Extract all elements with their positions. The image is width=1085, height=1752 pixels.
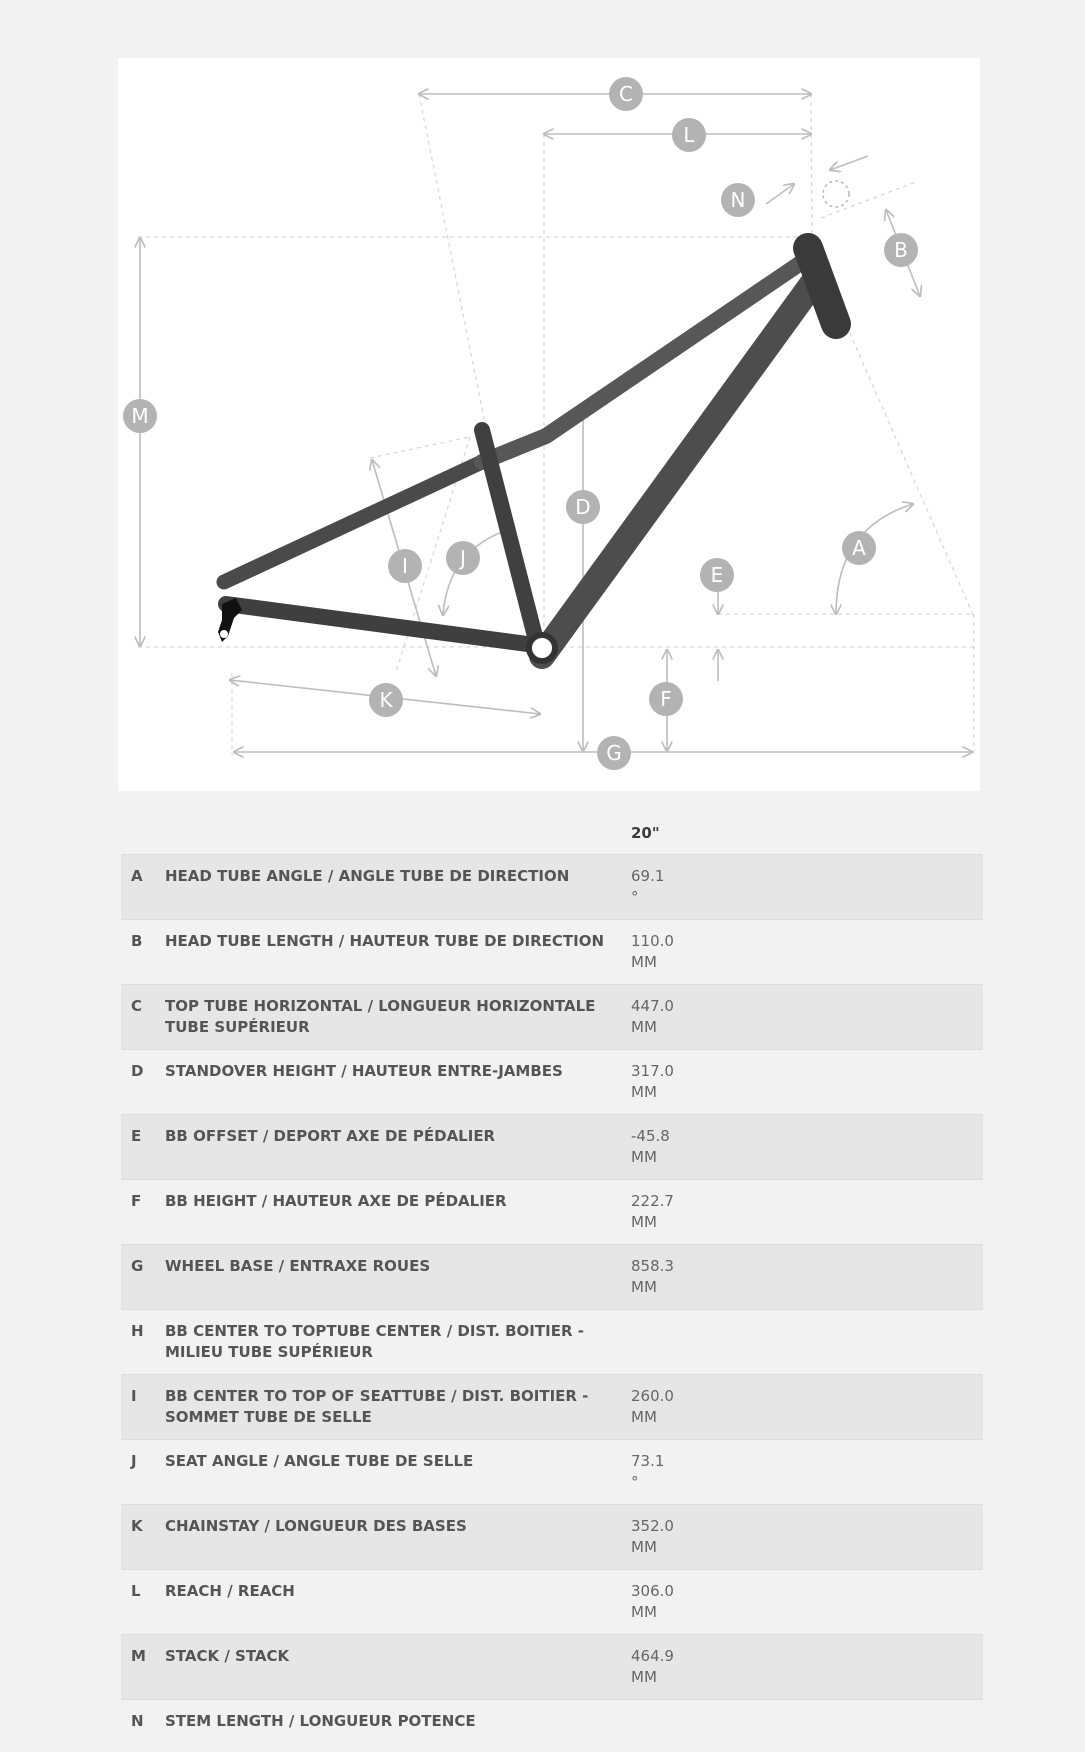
row-value: 69.1 ° (631, 866, 665, 906)
row-measurement-name: BB CENTER TO TOP OF SEATTUBE / DIST. BOITIER - SOMMET TUBE DE SELLE (165, 1374, 631, 1439)
table-row (121, 1179, 983, 1244)
table-row (121, 1244, 983, 1309)
row-measurement-name: REACH / REACH (165, 1569, 631, 1634)
table-row (121, 1114, 983, 1179)
row-letter: K (121, 1504, 165, 1569)
badge-c (609, 77, 643, 111)
table-row (121, 1504, 983, 1569)
svg-text:K: K (379, 688, 393, 712)
badge-i (388, 549, 422, 583)
row-value: 222.7 MM (631, 1191, 674, 1231)
bike-frame (224, 248, 836, 656)
row-measurement-name: SEAT ANGLE / ANGLE TUBE DE SELLE (165, 1439, 631, 1504)
table-row (121, 1309, 983, 1374)
geometry-diagram (118, 58, 980, 791)
frame-geometry-svg (118, 58, 980, 791)
row-measurement-name: HEAD TUBE LENGTH / HAUTEUR TUBE DE DIRECTION (165, 919, 631, 984)
badge-f (649, 682, 683, 716)
badge-l (672, 118, 706, 152)
dim-n-arrow (766, 184, 794, 204)
row-letter: F (121, 1179, 165, 1244)
row-measurement-name: STACK / STACK (165, 1634, 631, 1699)
row-value: 317.0 MM (631, 1061, 674, 1101)
row-letter: M (121, 1634, 165, 1699)
row-value: 352.0 MM (631, 1516, 674, 1556)
svg-text:M: M (131, 404, 149, 428)
row-letter: J (121, 1439, 165, 1504)
table-header-row (121, 812, 983, 854)
dimension-badges (123, 77, 918, 770)
size-header: 20" (631, 824, 660, 842)
row-measurement-name: HEAD TUBE ANGLE / ANGLE TUBE DE DIRECTION (165, 854, 631, 919)
row-value: 73.1 ° (631, 1451, 665, 1491)
row-measurement-name: TOP TUBE HORIZONTAL / LONGUEUR HORIZONTALE TUBE SUPÉRIEUR (165, 984, 631, 1049)
row-value: -45.8 MM (631, 1126, 670, 1166)
svg-text:B: B (894, 238, 908, 262)
bottom-bracket (529, 635, 555, 661)
table-row (121, 984, 983, 1049)
row-letter: G (121, 1244, 165, 1309)
svg-text:J: J (460, 546, 466, 570)
row-value: 858.3 MM (631, 1256, 674, 1296)
row-letter: C (121, 984, 165, 1049)
row-measurement-name: STEM LENGTH / LONGUEUR POTENCE (165, 1699, 631, 1743)
row-letter: D (121, 1049, 165, 1114)
row-measurement-name: BB HEIGHT / HAUTEUR AXE DE PÉDALIER (165, 1179, 631, 1244)
row-value: 306.0 MM (631, 1581, 674, 1621)
badge-d (566, 490, 600, 524)
row-letter: B (121, 919, 165, 984)
table-row (121, 919, 983, 984)
row-measurement-name: WHEEL BASE / ENTRAXE ROUES (165, 1244, 631, 1309)
svg-text:I: I (402, 554, 408, 578)
row-letter: I (121, 1374, 165, 1439)
badge-a (842, 531, 876, 565)
svg-text:N: N (730, 188, 746, 212)
row-letter: N (121, 1699, 165, 1743)
badge-n (721, 183, 755, 217)
svg-text:E: E (710, 563, 724, 587)
badge-g (597, 736, 631, 770)
table-row (121, 1049, 983, 1114)
table-row (121, 1374, 983, 1439)
row-value: 464.9 MM (631, 1646, 674, 1686)
row-letter: H (121, 1309, 165, 1374)
row-letter: E (121, 1114, 165, 1179)
svg-text:F: F (660, 687, 672, 711)
row-value: 447.0 MM (631, 996, 674, 1036)
svg-text:L: L (683, 123, 695, 147)
row-letter: A (121, 854, 165, 919)
row-letter: L (121, 1569, 165, 1634)
badge-b (884, 233, 918, 267)
table-row (121, 1699, 983, 1743)
row-measurement-name: STANDOVER HEIGHT / HAUTEUR ENTRE-JAMBES (165, 1049, 631, 1114)
badge-j (446, 541, 480, 575)
svg-text:A: A (852, 536, 866, 560)
badge-k (369, 683, 403, 717)
geometry-table (121, 812, 983, 1743)
badge-m (123, 399, 157, 433)
table-row (121, 1569, 983, 1634)
table-row (121, 1634, 983, 1699)
svg-text:C: C (619, 82, 633, 106)
geometry-table-body (121, 854, 983, 1743)
row-measurement-name: BB CENTER TO TOPTUBE CENTER / DIST. BOITIER - MILIEU TUBE SUPÉRIEUR (165, 1309, 631, 1374)
badge-e (700, 558, 734, 592)
stem-outline (823, 181, 849, 207)
row-value: 260.0 MM (631, 1386, 674, 1426)
table-row (121, 1439, 983, 1504)
row-measurement-name: BB OFFSET / DEPORT AXE DE PÉDALIER (165, 1114, 631, 1179)
table-row (121, 854, 983, 919)
row-measurement-name: CHAINSTAY / LONGUEUR DES BASES (165, 1504, 631, 1569)
dim-n-arrow-2 (830, 156, 868, 170)
svg-text:G: G (606, 741, 622, 765)
svg-text:D: D (575, 495, 591, 519)
row-value: 110.0 MM (631, 931, 674, 971)
